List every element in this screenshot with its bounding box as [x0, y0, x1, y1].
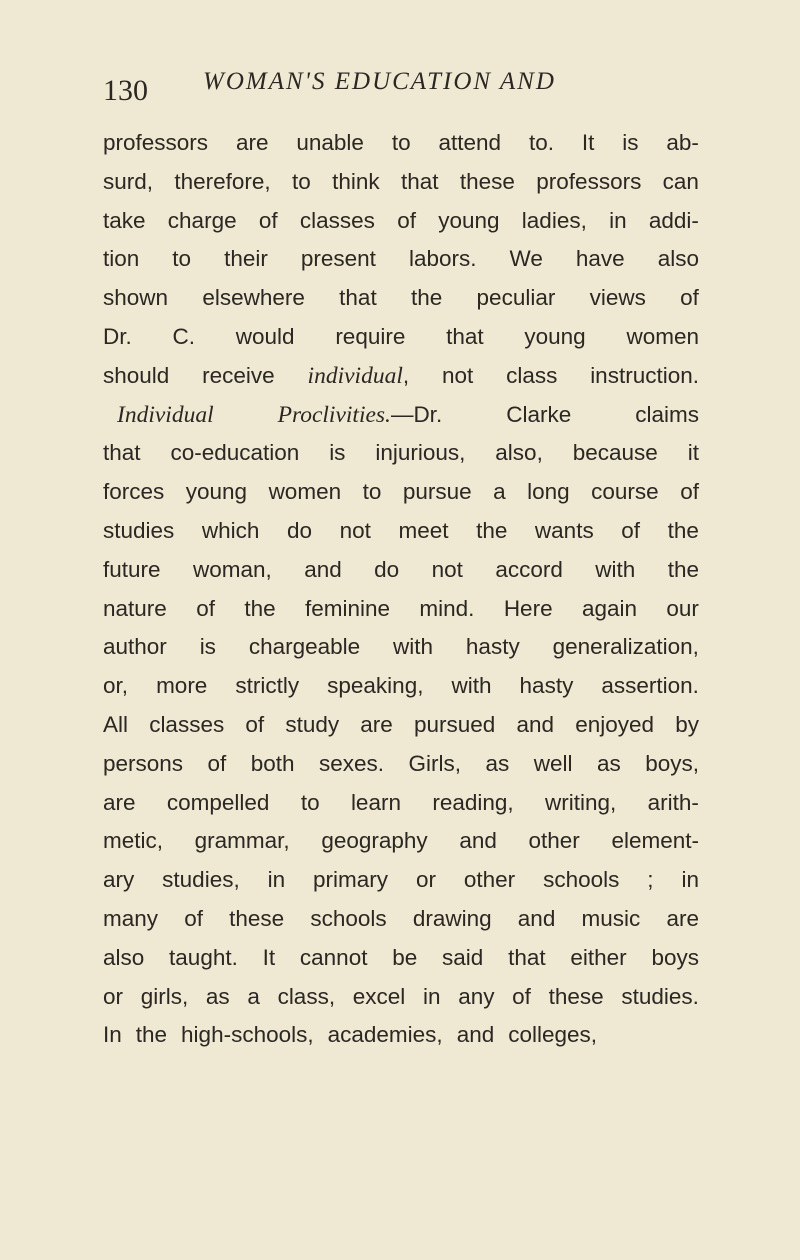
- word: with: [451, 673, 492, 699]
- word: the: [410, 285, 443, 311]
- word: peculiar: [476, 285, 556, 311]
- word: enjoyed: [575, 711, 655, 737]
- word: can: [662, 168, 699, 194]
- word: these: [459, 168, 515, 194]
- word: of: [397, 207, 416, 233]
- word: present: [300, 246, 376, 272]
- text-line: [103, 1016, 699, 1055]
- word: take: [103, 207, 146, 233]
- word: It: [581, 130, 595, 155]
- word: are: [235, 130, 269, 155]
- word: Individual: [117, 401, 214, 428]
- word: of: [196, 595, 215, 621]
- word: of: [680, 479, 699, 505]
- text-line: [103, 279, 699, 318]
- word: element-: [611, 828, 699, 854]
- text-line: [103, 318, 699, 357]
- word: to.: [528, 130, 554, 155]
- word: Girls,: [408, 750, 462, 776]
- word: author: [103, 634, 167, 660]
- page-header: [103, 66, 700, 110]
- word: class: [506, 362, 558, 388]
- word: would: [235, 323, 295, 349]
- word: surd,: [103, 168, 154, 194]
- word: in: [267, 867, 286, 893]
- word: wants: [534, 517, 594, 543]
- word: that: [103, 440, 141, 466]
- word: should: [103, 362, 170, 388]
- word: that: [401, 168, 439, 194]
- word: drawing: [412, 905, 492, 931]
- word: is: [329, 440, 346, 466]
- word: primary: [313, 867, 389, 893]
- text-line: [103, 240, 699, 279]
- word: compelled: [166, 789, 270, 815]
- text-line: [103, 163, 699, 202]
- word: said: [442, 944, 484, 970]
- running-head: WOMAN'S EDUCATION AND: [203, 68, 556, 95]
- word: have: [575, 246, 625, 272]
- word: to: [300, 789, 320, 815]
- word: which: [201, 517, 260, 543]
- word: chargeable: [248, 634, 361, 660]
- word: studies.: [621, 983, 699, 1009]
- word: and: [516, 711, 555, 737]
- word: be: [392, 944, 418, 970]
- word: nature: [103, 595, 167, 621]
- word: as: [485, 750, 510, 776]
- text-line: [103, 628, 699, 667]
- word: It: [262, 944, 276, 970]
- word: individual,: [307, 362, 410, 389]
- word: hasty: [519, 673, 574, 699]
- word: metic,: [103, 828, 164, 854]
- word: ary: [103, 867, 135, 893]
- word: studies: [103, 517, 175, 543]
- word: of: [621, 517, 641, 543]
- word: strictly: [235, 673, 300, 699]
- word: the: [667, 556, 699, 582]
- word: not: [431, 556, 463, 582]
- word: accord: [495, 556, 563, 582]
- word: because: [572, 440, 658, 466]
- word: elsewhere: [202, 285, 305, 311]
- word: colleges,: [508, 1022, 598, 1048]
- text-line: [103, 473, 699, 512]
- word: arith-: [647, 789, 699, 815]
- word: young: [524, 323, 586, 349]
- word: these: [548, 983, 604, 1009]
- word: that: [508, 944, 546, 970]
- word: well: [533, 750, 573, 776]
- word: claims: [635, 401, 699, 427]
- body-text: [103, 124, 699, 1055]
- word: writing,: [545, 789, 617, 815]
- word: with: [393, 634, 434, 660]
- word: to: [172, 246, 192, 272]
- word: or,: [103, 673, 129, 699]
- word: in: [422, 983, 441, 1009]
- word: ab-: [666, 130, 699, 155]
- word: classes: [149, 711, 225, 737]
- text-line: [103, 706, 699, 745]
- word: reading,: [432, 789, 514, 815]
- word: injurious,: [375, 440, 466, 466]
- word: future: [103, 556, 161, 582]
- word: women: [268, 479, 342, 505]
- word: mind.: [419, 595, 475, 621]
- word: classes: [299, 207, 375, 233]
- text-line: [103, 396, 699, 435]
- word: the: [244, 595, 276, 621]
- word: grammar,: [194, 828, 290, 854]
- word: feminine: [304, 595, 391, 621]
- word: Here: [503, 595, 553, 621]
- word: labors.: [408, 246, 477, 272]
- word: All: [103, 711, 129, 737]
- word: require: [335, 323, 406, 349]
- word: unable: [296, 130, 364, 155]
- text-line: [103, 202, 699, 241]
- word: and: [517, 905, 556, 931]
- word: the: [135, 1022, 168, 1048]
- text-line: [103, 551, 699, 590]
- word: charge: [167, 207, 237, 233]
- word: think: [332, 168, 380, 194]
- word: pursued: [413, 711, 496, 737]
- word: are: [103, 789, 136, 815]
- word: to: [391, 130, 411, 155]
- word: and: [304, 556, 342, 582]
- page-number: 130: [103, 74, 148, 107]
- word: academies,: [327, 1022, 443, 1048]
- word: do: [286, 517, 313, 543]
- word: views: [589, 285, 646, 311]
- word: ;: [647, 867, 654, 893]
- word: course: [591, 479, 659, 505]
- word: not: [339, 517, 371, 543]
- word: by: [675, 711, 699, 737]
- word: learn: [350, 789, 401, 815]
- word: schools: [310, 905, 387, 931]
- word: tion: [103, 246, 140, 272]
- word: professors: [103, 130, 209, 155]
- word: schools: [543, 867, 620, 893]
- word: it: [687, 440, 699, 466]
- word: meet: [398, 517, 449, 543]
- word: C.: [172, 323, 196, 349]
- text-line: [103, 357, 699, 396]
- word: are: [360, 711, 393, 737]
- text-line: [103, 667, 699, 706]
- word: are: [666, 905, 699, 931]
- word: co-education: [170, 440, 300, 466]
- word: young: [185, 479, 248, 505]
- word: a: [493, 479, 506, 505]
- word: We: [509, 246, 543, 272]
- word: of: [207, 750, 227, 776]
- text-line: [103, 590, 699, 629]
- word: hasty: [465, 634, 520, 660]
- word: therefore,: [174, 168, 271, 194]
- word: ladies,: [521, 207, 587, 233]
- word: in: [681, 867, 699, 893]
- text-line: [103, 900, 699, 939]
- word: of: [245, 711, 265, 737]
- text-line: [103, 434, 699, 473]
- word: do: [374, 556, 400, 582]
- word: is: [199, 634, 216, 660]
- word: and: [456, 1022, 495, 1048]
- word: that: [339, 285, 377, 311]
- word: high-schools,: [181, 1022, 314, 1048]
- word: taught.: [169, 944, 238, 970]
- word: speaking,: [327, 673, 424, 699]
- word: excel: [352, 983, 406, 1009]
- word: their: [224, 246, 268, 272]
- word: of: [258, 207, 278, 233]
- word: attend: [438, 130, 502, 155]
- word: these: [229, 905, 285, 931]
- word: to: [292, 168, 311, 194]
- word: is: [622, 130, 639, 155]
- word: our: [666, 595, 699, 621]
- word: of: [680, 285, 699, 311]
- word: addi-: [648, 207, 699, 233]
- word: to: [362, 479, 382, 505]
- word: girls,: [140, 983, 189, 1009]
- word: boys: [651, 944, 699, 970]
- text-line: [103, 822, 699, 861]
- word: that: [446, 323, 484, 349]
- word: woman,: [192, 556, 272, 582]
- word: again: [581, 595, 638, 621]
- word: Proclivities.—Dr.: [277, 401, 443, 428]
- word: and: [459, 828, 497, 854]
- word: Dr.: [103, 323, 132, 349]
- word: other: [528, 828, 580, 854]
- word: or: [103, 983, 124, 1009]
- word: studies,: [162, 867, 240, 893]
- word: Clarke: [506, 401, 572, 427]
- word: as: [205, 983, 230, 1009]
- word: a: [247, 983, 260, 1009]
- word: of: [184, 905, 203, 931]
- word: also: [657, 246, 699, 272]
- word: cannot: [299, 944, 368, 970]
- word: persons: [103, 750, 184, 776]
- word: or: [415, 867, 436, 893]
- word: pursue: [402, 479, 472, 505]
- word: more: [156, 673, 208, 699]
- word: young: [438, 207, 500, 233]
- word: forces: [103, 479, 165, 505]
- word: of: [512, 983, 531, 1009]
- word: the: [667, 517, 699, 543]
- word: study: [285, 711, 340, 737]
- text-line: [103, 745, 699, 784]
- word: any: [458, 983, 495, 1009]
- text-line: [103, 939, 699, 978]
- word: also: [103, 944, 145, 970]
- word: not: [441, 362, 474, 388]
- word: in: [609, 207, 627, 233]
- word: also,: [495, 440, 543, 466]
- word: boys,: [645, 750, 699, 776]
- text-line: [103, 512, 699, 551]
- word: many: [103, 905, 159, 931]
- word: receive: [202, 362, 275, 388]
- word: long: [527, 479, 570, 505]
- word: other: [463, 867, 516, 893]
- word: women: [626, 323, 699, 349]
- word: instruction.: [590, 362, 699, 388]
- word: sexes.: [319, 750, 385, 776]
- word: In: [103, 1022, 122, 1048]
- word: the: [476, 517, 508, 543]
- word: shown: [103, 285, 169, 311]
- text-line: [103, 124, 699, 163]
- word: class,: [277, 983, 336, 1009]
- word: generalization,: [552, 634, 699, 660]
- word: music: [581, 905, 641, 931]
- word: assertion.: [601, 673, 699, 699]
- text-line: [103, 861, 699, 900]
- text-line: [103, 978, 699, 1017]
- word: geography: [321, 828, 428, 854]
- word: either: [570, 944, 627, 970]
- word: both: [250, 750, 295, 776]
- word: as: [596, 750, 621, 776]
- word: with: [595, 556, 636, 582]
- text-line: [103, 784, 699, 823]
- word: professors: [536, 168, 642, 194]
